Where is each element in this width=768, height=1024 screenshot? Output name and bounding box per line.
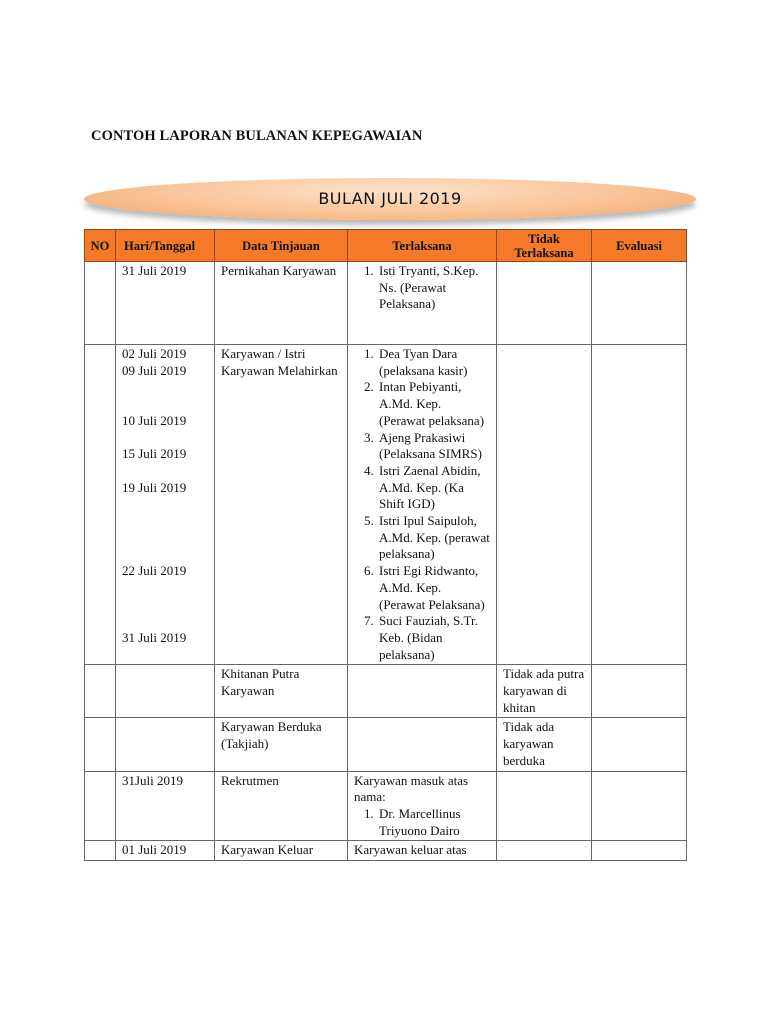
list-item: 7. Suci Fauziah, S.Tr. Keb. (Bidan pelaksana) xyxy=(377,613,490,663)
cell-evaluation xyxy=(592,262,687,345)
cell-date xyxy=(116,345,215,665)
cell-no xyxy=(85,718,116,771)
done-intro: Karyawan masuk atas nama: xyxy=(354,772,469,805)
date-line: 02 Juli 2019 xyxy=(122,346,187,361)
date-line: 31 Juli 2019 xyxy=(122,263,187,278)
cell-evaluation xyxy=(592,345,687,665)
table-row xyxy=(85,262,687,345)
cell-not-done xyxy=(497,771,592,841)
cell-done xyxy=(348,841,497,861)
date-line: 10 Juli 2019 xyxy=(122,412,187,428)
cell-not-done xyxy=(497,841,592,861)
cell-done xyxy=(348,665,497,718)
header-done: Terlaksana xyxy=(348,230,497,262)
date-line: 19 Juli 2019 xyxy=(122,479,187,495)
cell-evaluation xyxy=(592,718,687,771)
date-line xyxy=(122,530,208,547)
cell-data: Rekrutmen xyxy=(215,771,348,841)
date-line xyxy=(122,596,208,613)
cell-data: Khitanan Putra Karyawan xyxy=(215,665,348,718)
document-title: CONTOH LAPORAN BULANAN KEPEGAWAIAN xyxy=(91,128,423,144)
cell-data: Karyawan Berduka (Takjiah) xyxy=(215,718,348,771)
list-item: 1. Isti Tryanti, S.Kep. Ns. (Perawat Pelaksana) xyxy=(377,263,490,313)
done-list xyxy=(354,346,490,663)
list-item: 1. Dr. Marcellinus Triyuono Dairo xyxy=(377,806,490,839)
month-banner-label: BULAN JULI 2019 xyxy=(318,188,462,208)
list-item: 6. Istri Egi Ridwanto, A.Md. Kep. (Perawat Pelaksana) xyxy=(377,563,490,613)
list-item: 3. Ajeng Prakasiwi (Pelaksana SIMRS) xyxy=(377,430,490,463)
done-list xyxy=(354,263,490,313)
cell-not-done xyxy=(497,262,592,345)
table-row xyxy=(85,718,687,771)
header-date: Hari/Tanggal xyxy=(116,230,215,262)
date-line: 15 Juli 2019 xyxy=(122,446,187,462)
cell-done xyxy=(348,345,497,665)
cell-no xyxy=(85,345,116,665)
cell-no xyxy=(85,665,116,718)
table-row xyxy=(85,841,687,861)
date-line xyxy=(122,429,208,446)
date-line: 31 Juli 2019 xyxy=(122,629,187,645)
date-line: 09 Juli 2019 xyxy=(122,362,187,378)
table-header-row xyxy=(85,230,687,262)
date-line xyxy=(122,613,208,630)
cell-evaluation xyxy=(592,665,687,718)
header-evaluation: Evaluasi xyxy=(592,230,687,262)
done-list xyxy=(354,806,490,839)
table-row xyxy=(85,665,687,718)
date-line xyxy=(122,396,208,413)
month-banner xyxy=(84,178,696,220)
cell-done xyxy=(348,262,497,345)
date-line xyxy=(122,496,208,513)
cell-data: Pernikahan Karyawan xyxy=(215,262,348,345)
date-line xyxy=(122,463,208,480)
cell-not-done: Tidak ada karyawan berduka xyxy=(497,718,592,771)
cell-date xyxy=(116,665,215,718)
date-line xyxy=(122,379,208,396)
cell-no xyxy=(85,262,116,345)
date-line: 31Juli 2019 xyxy=(122,772,184,788)
cell-date xyxy=(116,771,215,841)
cell-data: Karyawan Keluar xyxy=(215,841,348,861)
cell-date xyxy=(116,262,215,345)
cell-not-done: Tidak ada putra karyawan di khitan xyxy=(497,665,592,718)
done-intro: Karyawan keluar atas xyxy=(354,842,467,858)
report-body xyxy=(85,262,687,861)
header-no: NO xyxy=(85,230,116,262)
report-table xyxy=(84,229,687,861)
table-row xyxy=(85,345,687,665)
cell-done xyxy=(348,718,497,771)
date-line: 22 Juli 2019 xyxy=(122,562,187,578)
list-item: 4. Istri Zaenal Abidin, A.Md. Kep. (Ka Shift IGD) xyxy=(377,463,490,513)
cell-not-done xyxy=(497,345,592,665)
table-row xyxy=(85,771,687,841)
cell-done xyxy=(348,771,497,841)
cell-no xyxy=(85,841,116,861)
cell-evaluation xyxy=(592,771,687,841)
date-line xyxy=(122,513,208,530)
header-not-done: Tidak Terlaksana xyxy=(497,230,592,262)
cell-evaluation xyxy=(592,841,687,861)
date-line xyxy=(122,580,208,597)
date-line: 01 Juli 2019 xyxy=(122,842,187,858)
cell-date xyxy=(116,841,215,861)
list-item: 2. Intan Pebiyanti, A.Md. Kep. (Perawat pelaksana) xyxy=(377,379,490,429)
list-item: 5. Istri Ipul Saipuloh, A.Md. Kep. (perawat pelaksana) xyxy=(377,513,490,563)
cell-date xyxy=(116,718,215,771)
cell-no xyxy=(85,771,116,841)
list-item: 1. Dea Tyan Dara (pelaksana kasir) xyxy=(377,346,490,379)
date-line xyxy=(122,546,208,563)
header-data: Data Tinjauan xyxy=(215,230,348,262)
cell-data: Karyawan / Istri Karyawan Melahirkan xyxy=(215,345,348,665)
